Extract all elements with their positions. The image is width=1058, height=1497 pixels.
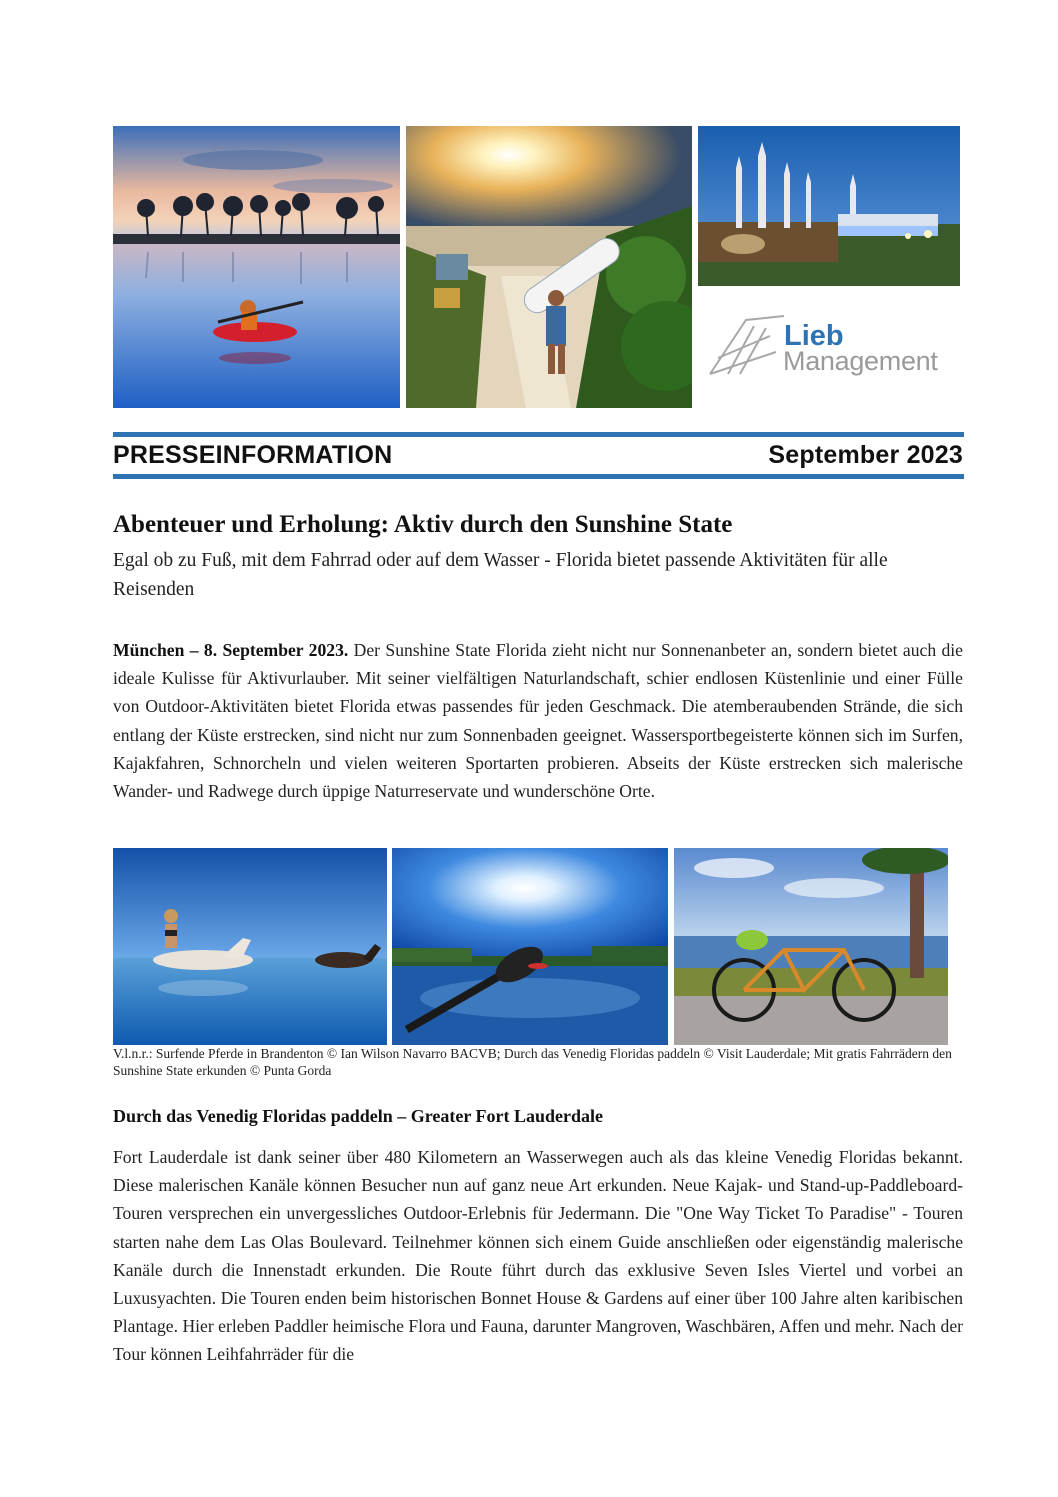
bicycle-waterfront-photo [674,848,948,1045]
header-rule-top [113,432,964,437]
logo-wordmark-lieb: Lieb [784,320,844,352]
lead-paragraph [113,636,963,805]
section-title-venedig: Durch das Venedig Floridas paddeln – Greater Fort Lauderdale [113,1106,604,1126]
header-rule-bottom [113,474,964,479]
logo-wordmark-management: Management [783,346,938,376]
surfer-beach-photo [406,126,692,408]
horse-swimming-photo [113,848,387,1045]
lieb-management-logo-icon [706,312,786,378]
kayak-lake-photo [113,126,400,408]
article-subtitle: Egal ob zu Fuß, mit dem Fahrrad oder auf dem Wasser - Florida bietet passende Aktivitäten für alle Reisenden [113,550,888,600]
section-body-venedig: Fort Lauderdale ist dank seiner über 480 Kilometern an Wasserwegen auch als das kleine Venedig Floridas bekannt. Diese malerischen Kanäle können Besucher nun auf ganz neue Art erkunden. Neue Kajak- und Stand-up-Paddleboard-Touren versprechen ein unvergessliches Outdoor-Erlebnis für Jedermann. Die "One Way Ticket To Paradise" - Touren starten nahe dem Las Olas Boulevard. Teilnehmer können sich einem Guide anschließen oder eigenständig malerische Kanäle durch die Innenstadt erkunden. Die Route führt durch das exklusive Seven Isles Viertel und vorbei an Luxusyachten. Die Touren enden beim historischen Bonnet House & Gardens auf einer über 100 Jahre alten karibischen Plantage. Hier erleben Paddler heimische Flora und Fauna, darunter Mangroven, Waschbären, Affen und mehr. Nach der Tour können Leihfahrräder für die [113,1147,963,1365]
paddle-canal-photo [392,848,668,1045]
press-release-label: PRESSEINFORMATION [113,441,393,469]
space-center-photo [698,126,960,286]
press-release-date: September 2023 [768,441,963,469]
article-title: Abenteuer und Erholung: Aktiv durch den Sunshine State [113,511,733,538]
photo-caption: V.l.n.r.: Surfende Pferde in Brandenton © Ian Wilson Navarro BACVB; Durch das Venedig Floridas paddeln © Visit Lauderdale; Mit gratis Fahrrädern den Sunshine State erkunden © Punta Gorda [113,1046,952,1078]
lead-text: Der Sunshine State Florida zieht nicht nur Sonnenanbeter an, sondern bietet auch die ideale Kulisse für Aktivurlauber. Mit seiner vielfältigen Naturlandschaft, schier endlosen Küstenlinie und einer Fülle von Outdoor-Aktivitäten bietet Florida etwas passendes für jeden Geschmack. Die atemberaubenden Strände, die sich entlang der Küste erstrecken, sind nicht nur zum Sonnenbaden geeignet. Wassersportbegeisterte können sich im Surfen, Kajakfahren, Schnorcheln und vielen weiteren Sportarten probieren. Abseits der Küste erstrecken sich malerische Wander- und Radwege durch üppige Naturreservate und wunderschöne Orte. [113,640,963,802]
dateline: München – 8. September 2023. [113,640,349,660]
